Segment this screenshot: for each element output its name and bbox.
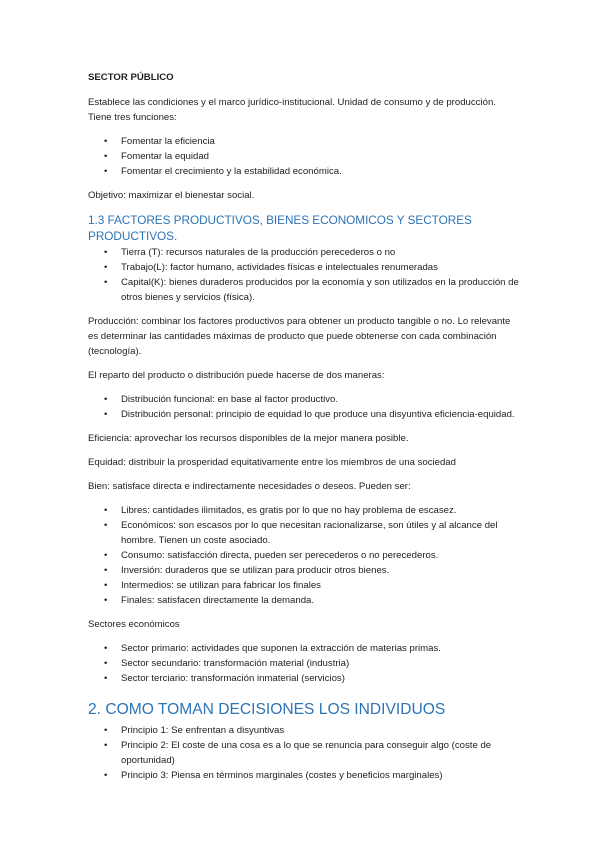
distribucion-list bbox=[88, 392, 520, 422]
list-item: • Capital(K): bienes duraderos producidos por la economía y son utilizados en la producción de otros bienes y servicios (física). bbox=[104, 277, 519, 303]
bullet-icon: • bbox=[104, 409, 108, 420]
bullet-icon: • bbox=[104, 580, 108, 591]
bullet-icon: • bbox=[104, 725, 108, 736]
bullet-icon: • bbox=[104, 770, 108, 781]
bullet-icon: • bbox=[104, 505, 108, 516]
sectores-list bbox=[88, 641, 520, 686]
list-item: • Distribución personal: principio de equidad lo que produce una disyuntiva eficiencia-equidad. bbox=[104, 409, 515, 420]
list-item: • Fomentar la equidad bbox=[104, 151, 209, 162]
bullet-icon: • bbox=[104, 565, 108, 576]
list-item: • Sector secundario: transformación material (industria) bbox=[104, 658, 350, 669]
intro-paragraph: Establece las condiciones y el marco jurídico-institucional. Unidad de consumo y de producción. Tiene tres funciones: bbox=[88, 97, 496, 123]
equidad-paragraph: Equidad: distribuir la prosperidad equitativamente entre los miembros de una sociedad bbox=[88, 457, 456, 468]
heading-decisiones: 2. COMO TOMAN DECISIONES LOS INDIVIDUOS bbox=[88, 701, 446, 718]
list-item: • Sector terciario: transformación inmaterial (servicios) bbox=[104, 673, 345, 684]
list-item: • Finales: satisfacen directamente la demanda. bbox=[104, 595, 315, 606]
principios-list bbox=[88, 723, 520, 783]
bullet-icon: • bbox=[104, 740, 108, 751]
produccion-paragraph: Producción: combinar los factores productivos para obtener un producto tangible o no. Lo relevante es determinar las cantidades máximas de producto que puede obtenerse con cada combinación (tecnología). bbox=[88, 316, 511, 357]
bullet-icon: • bbox=[104, 550, 108, 561]
bullet-icon: • bbox=[104, 595, 108, 606]
bienes-list bbox=[88, 503, 520, 608]
bullet-icon: • bbox=[104, 643, 108, 654]
bullet-icon: • bbox=[104, 151, 108, 162]
sectores-title: Sectores económicos bbox=[88, 619, 180, 630]
section-title: SECTOR PÚBLICO bbox=[88, 72, 174, 83]
heading-factores: 1.3 FACTORES PRODUCTIVOS, BIENES ECONOMICOS Y SECTORES PRODUCTIVOS. bbox=[88, 213, 472, 243]
list-item: • Principio 3: Piensa en términos marginales (costes y beneficios marginales) bbox=[104, 770, 443, 781]
list-item: • Distribución funcional: en base al factor productivo. bbox=[104, 394, 339, 405]
bullet-icon: • bbox=[104, 658, 108, 669]
bullet-icon: • bbox=[104, 520, 108, 531]
bullet-icon: • bbox=[104, 394, 108, 405]
bullet-icon: • bbox=[104, 136, 108, 147]
list-item: • Principio 2: El coste de una cosa es a lo que se renuncia para conseguir algo (coste de oportunidad) bbox=[104, 740, 492, 766]
list-item: • Económicos: son escasos por lo que necesitan racionalizarse, son útiles y al alcance del hombre. Tienen un coste asociado. bbox=[104, 520, 498, 546]
list-item: • Inversión: duraderos que se utilizan para producir otros bienes. bbox=[104, 565, 390, 576]
list-item: • Libres: cantidades ilimitados, es gratis por lo que no hay problema de escasez. bbox=[104, 505, 457, 516]
list-item: • Tierra (T): recursos naturales de la producción perecederos o no bbox=[104, 247, 396, 258]
reparto-paragraph: El reparto del producto o distribución puede hacerse de dos maneras: bbox=[88, 370, 385, 381]
objetivo-paragraph: Objetivo: maximizar el bienestar social. bbox=[88, 190, 255, 201]
list-item: • Fomentar el crecimiento y la estabilidad económica. bbox=[104, 166, 342, 177]
bullet-icon: • bbox=[104, 262, 108, 273]
list-item: • Consumo: satisfacción directa, pueden ser perecederos o no perecederos. bbox=[104, 550, 439, 561]
eficiencia-paragraph: Eficiencia: aprovechar los recursos disponibles de la mejor manera posible. bbox=[88, 433, 409, 444]
list-item: • Sector primario: actividades que suponen la extracción de materias primas. bbox=[104, 643, 441, 654]
list-item: • Intermedios: se utilizan para fabricar los finales bbox=[104, 580, 321, 591]
bullet-icon: • bbox=[104, 277, 108, 288]
bullet-icon: • bbox=[104, 673, 108, 684]
factores-list bbox=[88, 245, 520, 305]
list-item: • Trabajo(L): factor humano, actividades físicas e intelectuales renumeradas bbox=[104, 262, 438, 273]
bullet-icon: • bbox=[104, 247, 108, 258]
document-body bbox=[88, 70, 520, 792]
bullet-icon: • bbox=[104, 166, 108, 177]
bien-paragraph: Bien: satisface directa e indirectamente necesidades o deseos. Pueden ser: bbox=[88, 481, 411, 492]
list-item: • Principio 1: Se enfrentan a disyuntivas bbox=[104, 725, 285, 736]
list-item: • Fomentar la eficiencia bbox=[104, 136, 215, 147]
funciones-list bbox=[88, 134, 520, 179]
